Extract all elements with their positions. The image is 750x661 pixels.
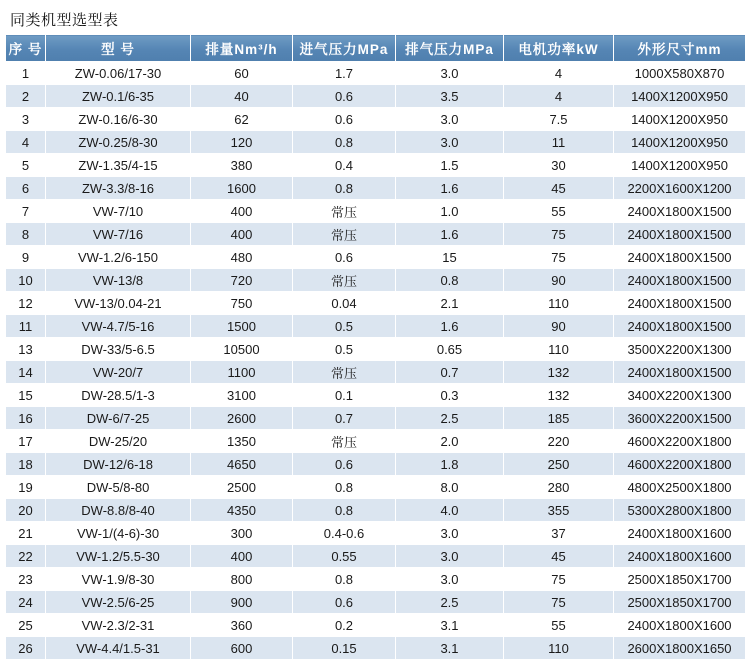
cell-inlet-pressure: 0.55 — [293, 545, 396, 568]
cell-displacement: 120 — [191, 131, 293, 154]
cell-outlet-pressure: 3.1 — [396, 614, 504, 637]
cell-model: DW-6/7-25 — [46, 407, 191, 430]
cell-model: VW-1.2/6-150 — [46, 246, 191, 269]
cell-dimensions: 2400X1800X1500 — [614, 200, 746, 223]
cell-inlet-pressure: 0.8 — [293, 177, 396, 200]
cell-displacement: 4350 — [191, 499, 293, 522]
cell-inlet-pressure: 常压 — [293, 361, 396, 384]
cell-model: VW-7/16 — [46, 223, 191, 246]
cell-index: 11 — [6, 315, 46, 338]
cell-motor-power: 30 — [504, 154, 614, 177]
table-row — [6, 200, 746, 223]
column-header-model: 型 号 — [46, 35, 191, 62]
cell-index: 10 — [6, 269, 46, 292]
cell-inlet-pressure: 0.8 — [293, 131, 396, 154]
cell-motor-power: 132 — [504, 361, 614, 384]
cell-model: VW-4.7/5-16 — [46, 315, 191, 338]
cell-dimensions: 2400X1800X1500 — [614, 246, 746, 269]
cell-dimensions: 3400X2200X1300 — [614, 384, 746, 407]
cell-outlet-pressure: 2.5 — [396, 407, 504, 430]
cell-outlet-pressure: 0.65 — [396, 338, 504, 361]
cell-displacement: 600 — [191, 637, 293, 660]
cell-dimensions: 1400X1200X950 — [614, 154, 746, 177]
table-row — [6, 85, 746, 108]
table-row — [6, 614, 746, 637]
cell-model: ZW-0.25/8-30 — [46, 131, 191, 154]
cell-displacement: 800 — [191, 568, 293, 591]
cell-model: VW-13/8 — [46, 269, 191, 292]
cell-index: 9 — [6, 246, 46, 269]
table-row — [6, 223, 746, 246]
cell-dimensions: 5300X2800X1800 — [614, 499, 746, 522]
table-row — [6, 568, 746, 591]
cell-dimensions: 1400X1200X950 — [614, 131, 746, 154]
cell-inlet-pressure: 0.4-0.6 — [293, 522, 396, 545]
table-row — [6, 177, 746, 200]
table-row — [6, 522, 746, 545]
cell-motor-power: 110 — [504, 637, 614, 660]
cell-model: DW-5/8-80 — [46, 476, 191, 499]
cell-displacement: 40 — [191, 85, 293, 108]
table-row — [6, 430, 746, 453]
cell-inlet-pressure: 0.8 — [293, 568, 396, 591]
cell-motor-power: 250 — [504, 453, 614, 476]
cell-index: 19 — [6, 476, 46, 499]
table-row — [6, 407, 746, 430]
cell-displacement: 750 — [191, 292, 293, 315]
page-title-bar — [0, 0, 750, 32]
cell-motor-power: 110 — [504, 338, 614, 361]
cell-dimensions: 2400X1800X1600 — [614, 545, 746, 568]
column-header-index: 序 号 — [6, 35, 46, 62]
cell-motor-power: 37 — [504, 522, 614, 545]
cell-outlet-pressure: 1.6 — [396, 223, 504, 246]
cell-inlet-pressure: 0.6 — [293, 591, 396, 614]
cell-model: DW-12/6-18 — [46, 453, 191, 476]
column-header-outlet-pressure: 排气压力MPa — [396, 35, 504, 62]
table-row — [6, 338, 746, 361]
cell-inlet-pressure: 常压 — [293, 269, 396, 292]
cell-motor-power: 75 — [504, 246, 614, 269]
page-title: 同类机型选型表 — [10, 11, 119, 29]
cell-dimensions: 2600X1800X1650 — [614, 637, 746, 660]
cell-model: VW-1.2/5.5-30 — [46, 545, 191, 568]
cell-inlet-pressure: 0.6 — [293, 453, 396, 476]
cell-dimensions: 1000X580X870 — [614, 62, 746, 85]
cell-model: ZW-0.06/17-30 — [46, 62, 191, 85]
table-row — [6, 384, 746, 407]
cell-outlet-pressure: 1.0 — [396, 200, 504, 223]
cell-outlet-pressure: 0.8 — [396, 269, 504, 292]
cell-dimensions: 2400X1800X1500 — [614, 269, 746, 292]
cell-motor-power: 280 — [504, 476, 614, 499]
cell-dimensions: 2400X1800X1500 — [614, 223, 746, 246]
cell-displacement: 60 — [191, 62, 293, 85]
cell-outlet-pressure: 0.3 — [396, 384, 504, 407]
table-row — [6, 499, 746, 522]
cell-outlet-pressure: 15 — [396, 246, 504, 269]
cell-dimensions: 2400X1800X1600 — [614, 614, 746, 637]
table-row — [6, 154, 746, 177]
cell-index: 5 — [6, 154, 46, 177]
cell-index: 24 — [6, 591, 46, 614]
cell-index: 16 — [6, 407, 46, 430]
cell-outlet-pressure: 4.0 — [396, 499, 504, 522]
cell-outlet-pressure: 2.1 — [396, 292, 504, 315]
cell-motor-power: 185 — [504, 407, 614, 430]
table-body — [6, 62, 746, 660]
cell-outlet-pressure: 3.0 — [396, 545, 504, 568]
cell-dimensions: 2400X1800X1500 — [614, 315, 746, 338]
cell-index: 13 — [6, 338, 46, 361]
cell-outlet-pressure: 3.0 — [396, 108, 504, 131]
cell-index: 4 — [6, 131, 46, 154]
cell-dimensions: 2500X1850X1700 — [614, 568, 746, 591]
cell-displacement: 400 — [191, 545, 293, 568]
cell-displacement: 2500 — [191, 476, 293, 499]
table-row — [6, 246, 746, 269]
cell-outlet-pressure: 3.5 — [396, 85, 504, 108]
cell-dimensions: 2200X1600X1200 — [614, 177, 746, 200]
cell-motor-power: 55 — [504, 614, 614, 637]
table-header — [6, 35, 746, 62]
cell-displacement: 400 — [191, 223, 293, 246]
cell-motor-power: 7.5 — [504, 108, 614, 131]
cell-dimensions: 3600X2200X1500 — [614, 407, 746, 430]
cell-motor-power: 45 — [504, 545, 614, 568]
cell-dimensions: 4800X2500X1800 — [614, 476, 746, 499]
table-header-row — [6, 35, 746, 62]
cell-index: 15 — [6, 384, 46, 407]
cell-displacement: 1100 — [191, 361, 293, 384]
cell-model: VW-1.9/8-30 — [46, 568, 191, 591]
cell-index: 17 — [6, 430, 46, 453]
cell-inlet-pressure: 0.5 — [293, 315, 396, 338]
cell-index: 25 — [6, 614, 46, 637]
cell-displacement: 1600 — [191, 177, 293, 200]
cell-motor-power: 110 — [504, 292, 614, 315]
cell-index: 12 — [6, 292, 46, 315]
cell-displacement: 360 — [191, 614, 293, 637]
cell-motor-power: 55 — [504, 200, 614, 223]
cell-model: DW-25/20 — [46, 430, 191, 453]
cell-dimensions: 4600X2200X1800 — [614, 430, 746, 453]
cell-model: VW-2.5/6-25 — [46, 591, 191, 614]
cell-motor-power: 4 — [504, 62, 614, 85]
cell-motor-power: 11 — [504, 131, 614, 154]
cell-outlet-pressure: 1.6 — [396, 177, 504, 200]
cell-inlet-pressure: 0.7 — [293, 407, 396, 430]
table-row — [6, 476, 746, 499]
cell-index: 20 — [6, 499, 46, 522]
cell-outlet-pressure: 3.0 — [396, 62, 504, 85]
table-row — [6, 315, 746, 338]
cell-dimensions: 3500X2200X1300 — [614, 338, 746, 361]
cell-model: VW-2.3/2-31 — [46, 614, 191, 637]
cell-index: 3 — [6, 108, 46, 131]
table-row — [6, 269, 746, 292]
cell-motor-power: 4 — [504, 85, 614, 108]
table-row — [6, 637, 746, 660]
cell-inlet-pressure: 0.6 — [293, 85, 396, 108]
cell-index: 1 — [6, 62, 46, 85]
table-row — [6, 131, 746, 154]
column-header-motor-power: 电机功率kW — [504, 35, 614, 62]
cell-motor-power: 355 — [504, 499, 614, 522]
cell-motor-power: 75 — [504, 591, 614, 614]
cell-displacement: 62 — [191, 108, 293, 131]
table-row — [6, 292, 746, 315]
cell-outlet-pressure: 3.0 — [396, 522, 504, 545]
cell-model: ZW-1.35/4-15 — [46, 154, 191, 177]
column-header-dimensions: 外形尺寸mm — [614, 35, 746, 62]
cell-model: ZW-0.16/6-30 — [46, 108, 191, 131]
cell-inlet-pressure: 0.4 — [293, 154, 396, 177]
cell-inlet-pressure: 0.2 — [293, 614, 396, 637]
model-selection-table — [5, 34, 746, 660]
cell-inlet-pressure: 常压 — [293, 200, 396, 223]
cell-motor-power: 132 — [504, 384, 614, 407]
cell-outlet-pressure: 1.6 — [396, 315, 504, 338]
table-row — [6, 453, 746, 476]
cell-motor-power: 75 — [504, 223, 614, 246]
cell-model: DW-28.5/1-3 — [46, 384, 191, 407]
cell-model: ZW-3.3/8-16 — [46, 177, 191, 200]
cell-outlet-pressure: 0.7 — [396, 361, 504, 384]
cell-index: 22 — [6, 545, 46, 568]
cell-outlet-pressure: 1.8 — [396, 453, 504, 476]
cell-model: VW-20/7 — [46, 361, 191, 384]
cell-motor-power: 45 — [504, 177, 614, 200]
cell-motor-power: 90 — [504, 269, 614, 292]
cell-inlet-pressure: 0.6 — [293, 108, 396, 131]
cell-dimensions: 2400X1800X1600 — [614, 522, 746, 545]
table-row — [6, 545, 746, 568]
cell-model: VW-13/0.04-21 — [46, 292, 191, 315]
column-header-inlet-pressure: 进气压力MPa — [293, 35, 396, 62]
cell-displacement: 1350 — [191, 430, 293, 453]
cell-inlet-pressure: 0.6 — [293, 246, 396, 269]
cell-index: 14 — [6, 361, 46, 384]
cell-index: 2 — [6, 85, 46, 108]
cell-displacement: 1500 — [191, 315, 293, 338]
cell-index: 21 — [6, 522, 46, 545]
cell-model: DW-33/5-6.5 — [46, 338, 191, 361]
cell-motor-power: 75 — [504, 568, 614, 591]
cell-inlet-pressure: 常压 — [293, 223, 396, 246]
cell-motor-power: 220 — [504, 430, 614, 453]
cell-dimensions: 1400X1200X950 — [614, 108, 746, 131]
cell-motor-power: 90 — [504, 315, 614, 338]
cell-outlet-pressure: 3.1 — [396, 637, 504, 660]
cell-displacement: 900 — [191, 591, 293, 614]
cell-model: DW-8.8/8-40 — [46, 499, 191, 522]
column-header-displacement: 排量Nm³/h — [191, 35, 293, 62]
cell-model: VW-4.4/1.5-31 — [46, 637, 191, 660]
cell-index: 6 — [6, 177, 46, 200]
cell-outlet-pressure: 3.0 — [396, 568, 504, 591]
cell-dimensions: 2500X1850X1700 — [614, 591, 746, 614]
cell-displacement: 10500 — [191, 338, 293, 361]
cell-index: 18 — [6, 453, 46, 476]
cell-outlet-pressure: 3.0 — [396, 131, 504, 154]
cell-index: 7 — [6, 200, 46, 223]
cell-index: 23 — [6, 568, 46, 591]
cell-displacement: 4650 — [191, 453, 293, 476]
cell-inlet-pressure: 0.15 — [293, 637, 396, 660]
cell-dimensions: 4600X2200X1800 — [614, 453, 746, 476]
cell-dimensions: 1400X1200X950 — [614, 85, 746, 108]
cell-displacement: 720 — [191, 269, 293, 292]
cell-dimensions: 2400X1800X1500 — [614, 292, 746, 315]
cell-index: 8 — [6, 223, 46, 246]
cell-inlet-pressure: 0.04 — [293, 292, 396, 315]
cell-displacement: 400 — [191, 200, 293, 223]
cell-inlet-pressure: 0.5 — [293, 338, 396, 361]
table-row — [6, 361, 746, 384]
cell-dimensions: 2400X1800X1500 — [614, 361, 746, 384]
table-row — [6, 591, 746, 614]
table-row — [6, 108, 746, 131]
cell-displacement: 380 — [191, 154, 293, 177]
cell-displacement: 480 — [191, 246, 293, 269]
cell-inlet-pressure: 常压 — [293, 430, 396, 453]
cell-model: VW-1/(4-6)-30 — [46, 522, 191, 545]
cell-outlet-pressure: 2.5 — [396, 591, 504, 614]
cell-displacement: 3100 — [191, 384, 293, 407]
cell-index: 26 — [6, 637, 46, 660]
cell-outlet-pressure: 2.0 — [396, 430, 504, 453]
cell-outlet-pressure: 8.0 — [396, 476, 504, 499]
cell-outlet-pressure: 1.5 — [396, 154, 504, 177]
cell-model: ZW-0.1/6-35 — [46, 85, 191, 108]
cell-model: VW-7/10 — [46, 200, 191, 223]
cell-displacement: 300 — [191, 522, 293, 545]
table-row — [6, 62, 746, 85]
cell-inlet-pressure: 0.8 — [293, 476, 396, 499]
cell-displacement: 2600 — [191, 407, 293, 430]
cell-inlet-pressure: 0.8 — [293, 499, 396, 522]
cell-inlet-pressure: 0.1 — [293, 384, 396, 407]
cell-inlet-pressure: 1.7 — [293, 62, 396, 85]
